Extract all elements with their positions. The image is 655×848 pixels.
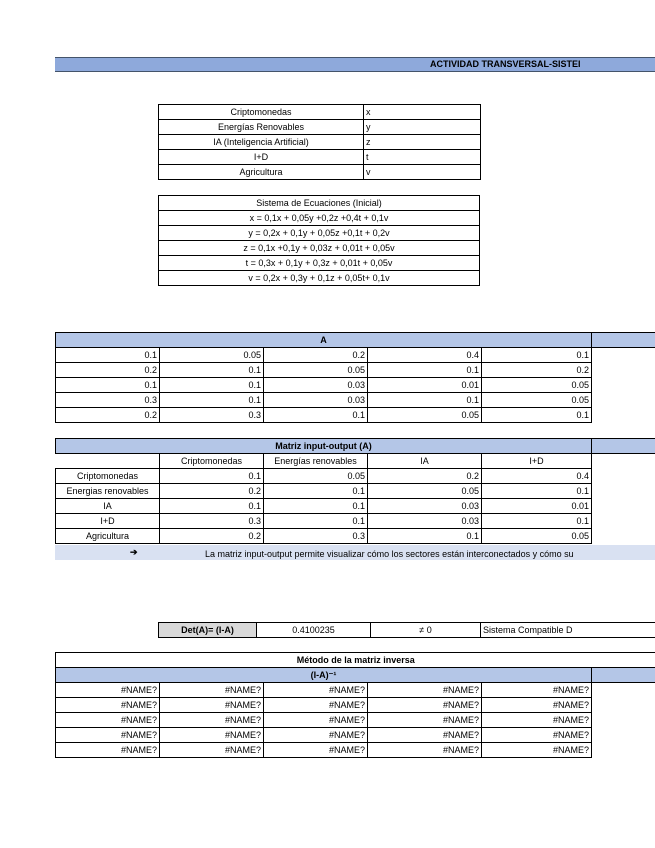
io-cell[interactable]: 0.03: [368, 514, 482, 529]
io-row-label[interactable]: Agricultura: [56, 529, 160, 544]
matrix-cell[interactable]: 0.05: [368, 408, 482, 423]
matrix-cell[interactable]: 0.3: [160, 408, 264, 423]
table-row: [159, 120, 481, 135]
table-row: [56, 408, 655, 423]
io-cell[interactable]: 0.1: [368, 529, 482, 544]
io-cell[interactable]: 0.2: [160, 484, 264, 499]
matrix-cell[interactable]: 0.05: [482, 393, 592, 408]
header-overflow: [592, 439, 655, 454]
table-row: [56, 713, 655, 728]
inverse-cell[interactable]: #NAME?: [56, 683, 160, 698]
determinant-table: [158, 622, 655, 638]
matrix-cell[interactable]: 0.1: [482, 348, 592, 363]
io-cell[interactable]: 0.01: [482, 499, 592, 514]
variable-symbol-cell[interactable]: y: [364, 120, 481, 135]
table-row: [159, 135, 481, 150]
matrix-cell[interactable]: 0.2: [56, 408, 160, 423]
matrix-cell[interactable]: 0.2: [56, 363, 160, 378]
empty-cell: [592, 408, 655, 423]
table-row: [56, 743, 655, 758]
matrix-cell[interactable]: 0.1: [160, 363, 264, 378]
io-row-label[interactable]: Criptomonedas: [56, 469, 160, 484]
variable-name-cell[interactable]: Energías Renovables: [159, 120, 364, 135]
inverse-cell[interactable]: #NAME?: [160, 743, 264, 758]
banner-title: ACTIVIDAD TRANSVERSAL-SISTEI: [430, 59, 581, 69]
io-column-header[interactable]: Criptomonedas: [160, 454, 264, 469]
io-cell[interactable]: 0.1: [264, 499, 368, 514]
matrix-cell[interactable]: 0.1: [368, 363, 482, 378]
matrix-cell[interactable]: 0.05: [160, 348, 264, 363]
arrow-icon: ➔: [130, 547, 138, 557]
inverse-cell[interactable]: #NAME?: [264, 743, 368, 758]
equation-cell[interactable]: x = 0,1x + 0,05y +0,2z +0,4t + 0,1v: [159, 211, 480, 226]
matrix-cell[interactable]: 0.3: [56, 393, 160, 408]
empty-cell: [592, 698, 655, 713]
inverse-cell[interactable]: #NAME?: [482, 743, 592, 758]
matrix-cell[interactable]: 0.03: [264, 393, 368, 408]
io-column-header[interactable]: Energías renovables: [264, 454, 368, 469]
inverse-cell[interactable]: #NAME?: [368, 683, 482, 698]
io-column-header[interactable]: IA: [368, 454, 482, 469]
inverse-cell[interactable]: #NAME?: [482, 698, 592, 713]
inverse-cell[interactable]: #NAME?: [160, 713, 264, 728]
io-cell[interactable]: 0.1: [264, 514, 368, 529]
io-title[interactable]: Matriz input-output (A): [56, 439, 592, 454]
io-cell[interactable]: 0.05: [368, 484, 482, 499]
inverse-cell[interactable]: #NAME?: [482, 683, 592, 698]
inverse-cell[interactable]: #NAME?: [368, 743, 482, 758]
empty-cell: [592, 529, 655, 544]
table-row: [159, 105, 481, 120]
empty-cell: [56, 454, 160, 469]
variable-name-cell[interactable]: Agricultura: [159, 165, 364, 180]
table-row: [56, 348, 655, 363]
table-row: [56, 378, 655, 393]
empty-cell: [592, 363, 655, 378]
io-cell[interactable]: 0.1: [160, 499, 264, 514]
inverse-cell[interactable]: #NAME?: [56, 713, 160, 728]
io-cell[interactable]: 0.3: [160, 514, 264, 529]
table-row: [159, 165, 481, 180]
io-cell[interactable]: 0.1: [264, 484, 368, 499]
variable-name-cell[interactable]: I+D: [159, 150, 364, 165]
determinant-condition[interactable]: ≠ 0: [371, 623, 481, 638]
inverse-cell[interactable]: #NAME?: [482, 713, 592, 728]
matrix-cell[interactable]: 0.1: [160, 378, 264, 393]
matrix-cell[interactable]: 0.1: [56, 378, 160, 393]
empty-cell: [592, 728, 655, 743]
inverse-cell[interactable]: #NAME?: [56, 743, 160, 758]
empty-cell: [592, 514, 655, 529]
empty-cell: [592, 348, 655, 363]
variable-symbol-cell[interactable]: t: [364, 150, 481, 165]
matrix-cell[interactable]: 0.05: [264, 363, 368, 378]
io-note-text: La matriz input-output permite visualizar cómo los sectores están interconectados y cómo su: [205, 549, 574, 559]
matrix-cell[interactable]: 0.2: [264, 348, 368, 363]
input-output-table: [55, 438, 655, 544]
inverse-cell[interactable]: #NAME?: [368, 698, 482, 713]
io-cell[interactable]: 0.03: [368, 499, 482, 514]
table-row: [56, 683, 655, 698]
empty-cell: [592, 683, 655, 698]
equation-cell[interactable]: z = 0,1x +0,1y + 0,03z + 0,01t + 0,05v: [159, 241, 480, 256]
table-row: [56, 469, 655, 484]
variables-table: [158, 104, 481, 180]
empty-cell: [592, 393, 655, 408]
table-row: [56, 514, 655, 529]
table-row: [56, 484, 655, 499]
matrix-cell[interactable]: 0.03: [264, 378, 368, 393]
inverse-cell[interactable]: #NAME?: [160, 683, 264, 698]
table-row: [56, 393, 655, 408]
variable-name-cell[interactable]: Criptomonedas: [159, 105, 364, 120]
equations-table: [158, 195, 480, 286]
io-row-label[interactable]: Energias renovables: [56, 484, 160, 499]
matrix-cell[interactable]: 0.1: [264, 408, 368, 423]
empty-cell: [592, 499, 655, 514]
io-cell[interactable]: 0.2: [368, 469, 482, 484]
variable-symbol-cell[interactable]: v: [364, 165, 481, 180]
io-cell[interactable]: 0.2: [160, 529, 264, 544]
equation-cell[interactable]: v = 0,2x + 0,3y + 0,1z + 0,05t+ 0,1v: [159, 271, 480, 286]
io-cell[interactable]: 0.3: [264, 529, 368, 544]
empty-cell: [592, 743, 655, 758]
matrix-cell[interactable]: 0.2: [482, 363, 592, 378]
table-row: [56, 529, 655, 544]
matrix-cell[interactable]: 0.1: [56, 348, 160, 363]
io-row-label[interactable]: IA: [56, 499, 160, 514]
matrix-cell[interactable]: 0.1: [368, 393, 482, 408]
table-row: [159, 623, 655, 638]
variable-symbol-cell[interactable]: z: [364, 135, 481, 150]
table-row: [56, 698, 655, 713]
equation-cell[interactable]: y = 0,2x + 0,1y + 0,05z +0,1t + 0,2v: [159, 226, 480, 241]
io-cell[interactable]: 0.1: [482, 514, 592, 529]
inverse-cell[interactable]: #NAME?: [160, 698, 264, 713]
io-cell[interactable]: 0.4: [482, 469, 592, 484]
equations-title[interactable]: Sistema de Ecuaciones (Inicial): [159, 196, 480, 211]
io-cell[interactable]: 0.05: [264, 469, 368, 484]
matrix-cell[interactable]: 0.05: [482, 378, 592, 393]
matrix-cell[interactable]: 0.01: [368, 378, 482, 393]
inverse-cell[interactable]: #NAME?: [56, 698, 160, 713]
matrix-cell[interactable]: 0.1: [482, 408, 592, 423]
empty-cell: [592, 378, 655, 393]
io-cell[interactable]: 0.05: [482, 529, 592, 544]
determinant-value[interactable]: 0.4100235: [257, 623, 371, 638]
table-row: [56, 454, 655, 469]
inverse-cell[interactable]: #NAME?: [264, 683, 368, 698]
table-row: [56, 363, 655, 378]
note-text-wrap: [130, 547, 574, 559]
matrix-a-title[interactable]: A: [56, 333, 592, 348]
matrix-cell[interactable]: 0.1: [160, 393, 264, 408]
io-cell[interactable]: 0.1: [160, 469, 264, 484]
equation-cell[interactable]: t = 0,3x + 0,1y + 0,3z + 0,01t + 0,05v: [159, 256, 480, 271]
io-cell[interactable]: 0.1: [482, 484, 592, 499]
table-row: [56, 728, 655, 743]
empty-cell: [592, 469, 655, 484]
inverse-subtitle[interactable]: (I-A)⁻¹: [56, 668, 592, 683]
header-overflow: [592, 333, 655, 348]
inverse-cell[interactable]: #NAME?: [264, 698, 368, 713]
title-banner: [55, 57, 655, 72]
matrix-a-table: [55, 332, 655, 423]
inverse-cell[interactable]: #NAME?: [368, 728, 482, 743]
inverse-cell[interactable]: #NAME?: [482, 728, 592, 743]
empty-cell: [592, 484, 655, 499]
variable-symbol-cell[interactable]: x: [364, 105, 481, 120]
header-overflow: [592, 668, 655, 683]
determinant-label[interactable]: Det(A)= (I-A): [159, 623, 257, 638]
inverse-cell[interactable]: #NAME?: [264, 713, 368, 728]
system-classification[interactable]: Sistema Compatible D: [481, 623, 655, 638]
inverse-cell[interactable]: #NAME?: [264, 728, 368, 743]
io-column-header[interactable]: I+D: [482, 454, 592, 469]
io-row-label[interactable]: I+D: [56, 514, 160, 529]
empty-cell: [592, 454, 655, 469]
inverse-cell[interactable]: #NAME?: [368, 713, 482, 728]
inverse-cell[interactable]: #NAME?: [56, 728, 160, 743]
inverse-cell[interactable]: #NAME?: [160, 728, 264, 743]
inverse-matrix-table: [55, 652, 655, 758]
table-row: [56, 499, 655, 514]
matrix-cell[interactable]: 0.4: [368, 348, 482, 363]
empty-cell: [592, 713, 655, 728]
io-note: [55, 545, 655, 560]
variable-name-cell[interactable]: IA (Inteligencia Artificial): [159, 135, 364, 150]
table-row: [159, 150, 481, 165]
inverse-title[interactable]: Método de la matriz inversa: [56, 653, 655, 668]
